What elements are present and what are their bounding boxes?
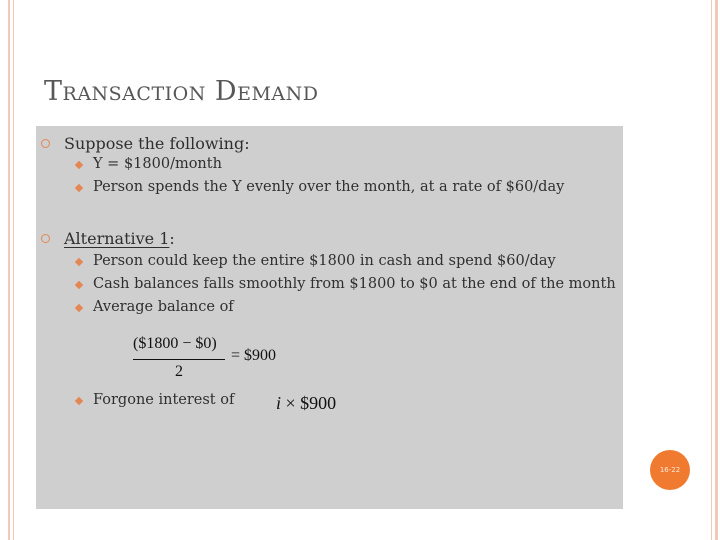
sub-point-forgone-interest: Forgone interest of [93,392,235,408]
circle-bullet-icon [41,139,50,148]
forgone-interest-expression: i × $900 [276,393,337,413]
formula-numerator: ($1800 − $0) [133,335,217,352]
slide-title: TRANSACTION DEMAND [44,76,319,107]
alternative-1-label: Alternative 1 [64,229,170,248]
left-border-line [13,0,14,540]
point-alternative-1: Alternative 1: [64,229,175,248]
sub-point-average-balance: Average balance of [93,299,234,315]
point-suppose: Suppose the following: [64,134,250,153]
fraction-bar [133,359,225,360]
right-border-line [715,0,718,540]
sub-point-balance-falls: Cash balances falls smoothly from $1800 to $0 at the end of the month [93,276,616,292]
sub-point-income: Y = $1800/month [93,156,222,172]
sub-point-keep-cash: Person could keep the entire $1800 in cash and spend $60/day [93,253,556,269]
left-border-line [8,0,10,540]
page-number-badge: 16-22 [650,450,690,490]
formula-result: = $900 [231,347,277,364]
right-border-line [711,0,712,540]
circle-bullet-icon [41,234,50,243]
sub-point-spending: Person spends the Y evenly over the month, at a rate of $60/day [93,179,565,195]
formula-denominator: 2 [175,363,183,380]
